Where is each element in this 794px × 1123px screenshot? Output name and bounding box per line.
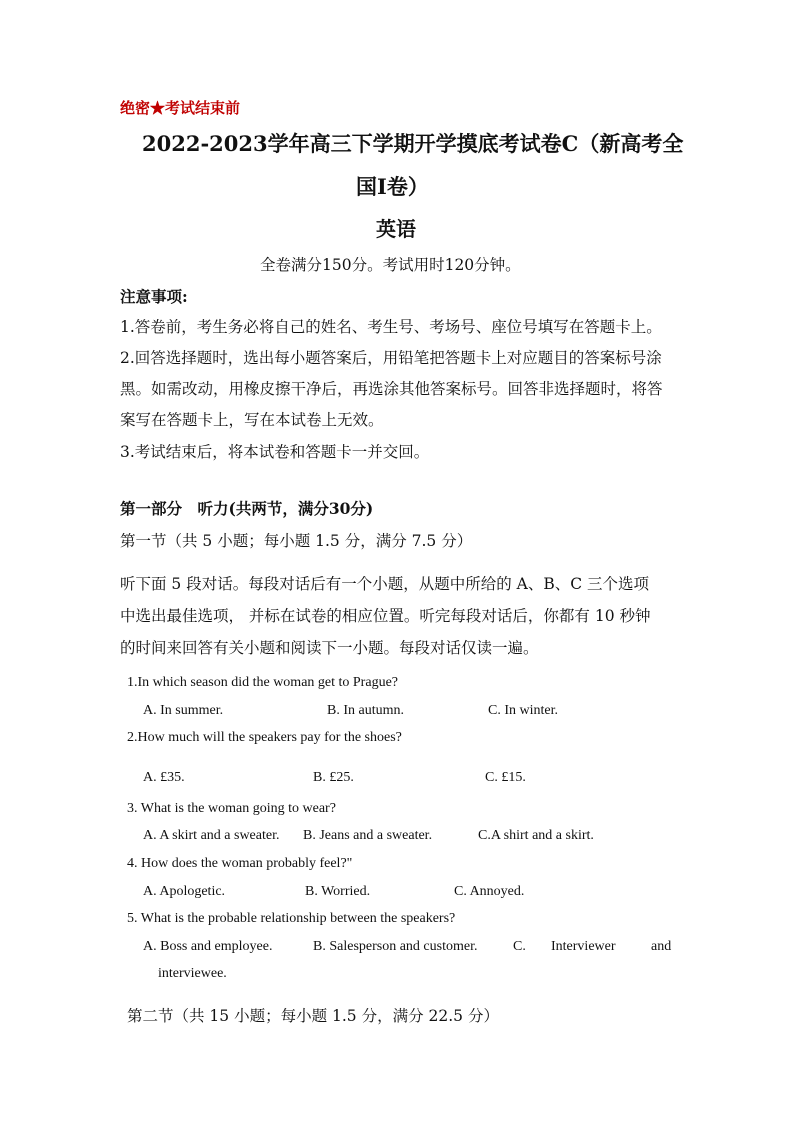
option-b: B. Worried. [305, 884, 371, 899]
option-a: A. Boss and employee. [143, 939, 273, 954]
notes-line: 1.答卷前，考生务必将自己的姓名、考生号、考场号、座位号填写在答题卡上。 [120, 318, 662, 336]
exam-title-line2: 国I卷） [356, 174, 429, 199]
question-text: 2.How much will the speakers pay for the shoes? [127, 730, 402, 745]
option-c: C. Annoyed. [454, 884, 525, 899]
option-c-word: Interviewer [551, 939, 616, 954]
question-text: 5. What is the probable relationship between the speakers? [127, 911, 456, 926]
question-text: 3. What is the woman going to wear? [127, 801, 336, 816]
option-b: B. Jeans and a sweater. [303, 828, 433, 843]
instructions-line: 听下面 5 段对话。每段对话后有一个小题，从题中所给的 A、B、C 三个选项 [120, 575, 650, 593]
section2-heading: 第二节（共 15 小题；每小题 1.5 分，满分 22.5 分） [127, 1007, 499, 1025]
option-c: C. £15. [485, 770, 526, 785]
option-c-label: C. [513, 939, 526, 954]
instructions-line: 的时间来回答有关小题和阅读下一小题。每段对话仅读一遍。 [120, 639, 539, 657]
score-info: 全卷满分150分。考试用时120分钟。 [260, 256, 521, 274]
confidential-label: 绝密★考试结束前 [120, 99, 241, 117]
notes-line: 案写在答题卡上，写在本试卷上无效。 [120, 411, 384, 429]
option-b: B. £25. [313, 770, 354, 785]
subject-title: 英语 [376, 217, 416, 241]
part1-heading: 第一部分 听力(共两节，满分30分) [120, 499, 374, 518]
option-a: A. A skirt and a sweater. [143, 828, 280, 843]
notes-heading: 注意事项: [120, 287, 188, 306]
option-b: B. Salesperson and customer. [313, 939, 478, 954]
option-c-continued: interviewee. [158, 966, 227, 981]
option-c-word: and [651, 939, 672, 954]
option-a: A. £35. [143, 770, 185, 785]
option-a: A. In summer. [143, 703, 224, 718]
notes-line: 3.考试结束后，将本试卷和答题卡一并交回。 [120, 443, 430, 461]
question-text: 1.In which season did the woman get to Prague? [127, 675, 398, 690]
question-text: 4. How does the woman probably feel?" [127, 856, 353, 871]
instructions-line: 中选出最佳选项， 并标在试卷的相应位置。听完每段对话后，你都有 10 秒钟 [120, 607, 651, 625]
notes-line: 2.回答选择题时，选出每小题答案后，用铅笔把答题卡上对应题目的答案标号涂 [120, 349, 662, 367]
option-c: C.A shirt and a skirt. [478, 828, 594, 843]
notes-line: 黑。如需改动，用橡皮擦干净后，再选涂其他答案标号。回答非选择题时，将答 [120, 380, 663, 398]
option-c: C. In winter. [488, 703, 558, 718]
option-b: B. In autumn. [327, 703, 404, 718]
section1-heading: 第一节（共 5 小题；每小题 1.5 分，满分 7.5 分） [120, 532, 473, 550]
exam-title-line1: 2022-2023学年高三下学期开学摸底考试卷C（新高考全 [142, 131, 684, 156]
option-a: A. Apologetic. [143, 884, 226, 899]
